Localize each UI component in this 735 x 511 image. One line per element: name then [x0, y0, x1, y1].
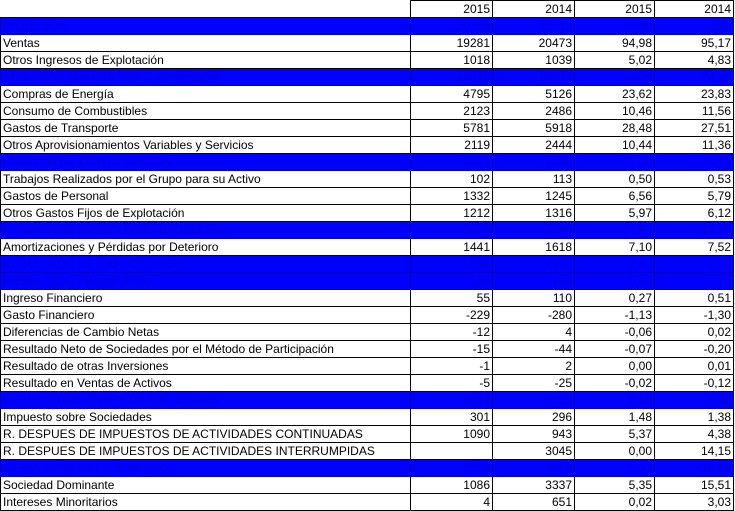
- section-row: [1, 222, 734, 239]
- value-2015: 1212: [411, 205, 493, 222]
- table-row: [1, 137, 734, 154]
- percent-2014: 74,26: [655, 69, 734, 86]
- value-2015: 55: [411, 290, 493, 307]
- table-row: [1, 86, 734, 103]
- percent-2014: 0,02: [655, 324, 734, 341]
- section-row: [1, 392, 734, 409]
- row-label: Otros Gastos Fijos de Explotación: [1, 205, 411, 222]
- value-2015: 1391: [411, 392, 493, 409]
- value-2014: 1245: [493, 188, 575, 205]
- value-2015: 2119: [411, 137, 493, 154]
- percent-2015: 6,85: [575, 392, 655, 409]
- value-2014: 3045: [493, 443, 575, 460]
- table-row: [1, 324, 734, 341]
- row-label: Gastos de Transporte: [1, 120, 411, 137]
- table-row: [1, 35, 734, 52]
- row-label: Otros Aprovisionamientos Variables y Servicios: [1, 137, 411, 154]
- percent-2014: 27,51: [655, 120, 734, 137]
- percent-2015: 1,48: [575, 409, 655, 426]
- percent-2015: 28,48: [575, 120, 655, 137]
- value-2014: 3337: [493, 477, 575, 494]
- percent-2015: 5,37: [575, 426, 655, 443]
- percent-2014: 4,83: [655, 52, 734, 69]
- value-2015: 102: [411, 171, 493, 188]
- percent-2014: 1,38: [655, 409, 734, 426]
- value-2015: 19281: [411, 35, 493, 52]
- table-row: [1, 307, 734, 324]
- value-2014: 21512: [493, 18, 575, 35]
- table-row: [1, 205, 734, 222]
- value-2014: 5126: [493, 86, 575, 103]
- table-row: [1, 358, 734, 375]
- table-row: [1, 290, 734, 307]
- row-label: RESULTADO BRUTO DE EXPLOTACION: [1, 222, 411, 239]
- value-2014: 651: [493, 494, 575, 511]
- value-2014: 296: [493, 409, 575, 426]
- value-2014: 3090: [493, 222, 575, 239]
- percent-2014: 14,36: [655, 222, 734, 239]
- section-row: [1, 273, 734, 290]
- percent-2015: -0,07: [575, 341, 655, 358]
- percent-2014: 6,84: [655, 256, 734, 273]
- row-label: Intereses Minoritarios: [1, 494, 411, 511]
- value-2014: 5538: [493, 154, 575, 171]
- table-row: [1, 494, 734, 511]
- percent-2015: 0,00: [575, 358, 655, 375]
- header-row: [1, 1, 734, 18]
- percent-2015: 0,50: [575, 171, 655, 188]
- section-row: [1, 256, 734, 273]
- value-2015: 1441: [411, 239, 493, 256]
- table-row: [1, 477, 734, 494]
- percent-2015: 94,98: [575, 35, 655, 52]
- percent-2015: 0,00: [575, 443, 655, 460]
- value-2014: 2: [493, 358, 575, 375]
- row-label: RESULTADO DE EXPLOTACION: [1, 256, 411, 273]
- value-2014: 110: [493, 290, 575, 307]
- value-2015: 5781: [411, 120, 493, 137]
- value-2015: -15: [411, 341, 493, 358]
- section-row: [1, 154, 734, 171]
- value-2014: 2486: [493, 103, 575, 120]
- table-row: [1, 341, 734, 358]
- table-row: [1, 443, 734, 460]
- percent-2015: 10,46: [575, 103, 655, 120]
- row-label: Resultado Neto de Sociedades por el Método de Participación: [1, 341, 411, 358]
- percent-2015: -1,13: [575, 307, 655, 324]
- percent-2015: 7,10: [575, 239, 655, 256]
- percent-2014: -0,77: [655, 273, 734, 290]
- percent-2015: 23,62: [575, 86, 655, 103]
- row-label: Compras de Energía: [1, 86, 411, 103]
- value-2014: -280: [493, 307, 575, 324]
- percent-2014: 4,38: [655, 426, 734, 443]
- value-2014: 1618: [493, 239, 575, 256]
- value-2015: -5: [411, 375, 493, 392]
- row-label: RESULTADOS ANTES DE IMPUESTOS: [1, 392, 411, 409]
- percent-2014: 100: [655, 18, 734, 35]
- row-label: Sociedad Dominante: [1, 477, 411, 494]
- percent-2014: 14,15: [655, 443, 734, 460]
- percent-2015: 10,44: [575, 137, 655, 154]
- percent-2014: 6,12: [655, 205, 734, 222]
- table-row: [1, 426, 734, 443]
- header-year-2014-pct: 2014: [655, 1, 734, 18]
- value-2014: -25: [493, 375, 575, 392]
- value-2015: 1598: [411, 256, 493, 273]
- percent-2014: 0,01: [655, 358, 734, 375]
- value-2015: 3039: [411, 222, 493, 239]
- value-2015: 4795: [411, 86, 493, 103]
- table-row: [1, 188, 734, 205]
- percent-2014: 11,36: [655, 137, 734, 154]
- percent-2015: 14,97: [575, 222, 655, 239]
- value-2015: 1332: [411, 188, 493, 205]
- percent-2015: 0,27: [575, 290, 655, 307]
- percent-2015: 5,35: [575, 477, 655, 494]
- percent-2014: 95,17: [655, 35, 734, 52]
- table-row: [1, 120, 734, 137]
- percent-2015: 5,02: [575, 52, 655, 69]
- section-row: [1, 18, 734, 35]
- percent-2015: 0,02: [575, 494, 655, 511]
- value-2015: 1090: [411, 426, 493, 443]
- percent-2014: -0,12: [655, 375, 734, 392]
- header-blank-cell: [1, 1, 411, 18]
- value-2015: 4: [411, 494, 493, 511]
- value-2014: 3988: [493, 460, 575, 477]
- value-2015: [411, 443, 493, 460]
- row-label: MARGEN DE CONTRIBUCION: [1, 154, 411, 171]
- value-2014: -166: [493, 273, 575, 290]
- percent-2015: 6,56: [575, 188, 655, 205]
- percent-2014: 5,79: [655, 188, 734, 205]
- row-label: R. DESPUES DE IMPUESTOS DE ACTIVIDADES INTERRUMPIDAS: [1, 443, 411, 460]
- percent-2014: 11,56: [655, 103, 734, 120]
- percent-2014: 25,74: [655, 154, 734, 171]
- value-2014: 20473: [493, 35, 575, 52]
- row-label: RESULTADO FINANCIERO: [1, 273, 411, 290]
- table-row: [1, 409, 734, 426]
- percent-2014: 0,51: [655, 290, 734, 307]
- value-2014: 1039: [493, 52, 575, 69]
- header-year-2015-abs: 2015: [411, 1, 493, 18]
- row-label: Consumo de Combustibles: [1, 103, 411, 120]
- table-body: [1, 18, 734, 511]
- row-label: Diferencias de Cambio Netas: [1, 324, 411, 341]
- section-row: [1, 69, 734, 86]
- value-2015: 14818: [411, 69, 493, 86]
- value-2014: 1472: [493, 256, 575, 273]
- header-year-2014-abs: 2014: [493, 1, 575, 18]
- row-label: Gastos de Personal: [1, 188, 411, 205]
- value-2015: 301: [411, 409, 493, 426]
- value-2014: 15974: [493, 69, 575, 86]
- value-2015: 20299: [411, 18, 493, 35]
- percent-2014: 5,76: [655, 392, 734, 409]
- row-label: Otros Ingresos de Explotación: [1, 52, 411, 69]
- value-2014: -44: [493, 341, 575, 358]
- table-row: [1, 171, 734, 188]
- table-row: [1, 103, 734, 120]
- row-label: Resultado de otras Inversiones: [1, 358, 411, 375]
- percent-2015: -0,92: [575, 273, 655, 290]
- percent-2015: 100: [575, 18, 655, 35]
- percent-2015: -0,02: [575, 375, 655, 392]
- section-row: [1, 460, 734, 477]
- percent-2014: 15,51: [655, 477, 734, 494]
- percent-2014: 7,52: [655, 239, 734, 256]
- percent-2014: 3,03: [655, 494, 734, 511]
- value-2015: -1: [411, 358, 493, 375]
- value-2015: -229: [411, 307, 493, 324]
- percent-2015: 5,37: [575, 460, 655, 477]
- row-label: INGRESOS: [1, 18, 411, 35]
- table-row: [1, 52, 734, 69]
- value-2015: 1018: [411, 52, 493, 69]
- value-2015: -12: [411, 324, 493, 341]
- percent-2015: 7,87: [575, 256, 655, 273]
- percent-2015: 73,00: [575, 69, 655, 86]
- percent-2015: 27,00: [575, 154, 655, 171]
- row-label: Gasto Financiero: [1, 307, 411, 324]
- row-label: RESULTADO DEL EJERCICIO: [1, 460, 411, 477]
- value-2015: 5481: [411, 154, 493, 171]
- value-2014: 943: [493, 426, 575, 443]
- value-2015: 1090: [411, 460, 493, 477]
- value-2015: -186: [411, 273, 493, 290]
- value-2014: 4: [493, 324, 575, 341]
- value-2015: 1086: [411, 477, 493, 494]
- value-2014: 113: [493, 171, 575, 188]
- row-label: Resultado en Ventas de Activos: [1, 375, 411, 392]
- value-2014: 1316: [493, 205, 575, 222]
- percent-2014: 18,54: [655, 460, 734, 477]
- percent-2015: -0,06: [575, 324, 655, 341]
- percent-2015: 5,97: [575, 205, 655, 222]
- row-label: APROVISIONAMIENTOS Y SERVICIOS: [1, 69, 411, 86]
- value-2014: 2444: [493, 137, 575, 154]
- value-2014: 1239: [493, 392, 575, 409]
- value-2014: 5918: [493, 120, 575, 137]
- percent-2014: -0,20: [655, 341, 734, 358]
- row-label: R. DESPUES DE IMPUESTOS DE ACTIVIDADES CONTINUADAS: [1, 426, 411, 443]
- percent-2014: 0,53: [655, 171, 734, 188]
- header-year-2015-pct: 2015: [575, 1, 655, 18]
- row-label: Impuesto sobre Sociedades: [1, 409, 411, 426]
- percent-2014: -1,30: [655, 307, 734, 324]
- row-label: Trabajos Realizados por el Grupo para su Activo: [1, 171, 411, 188]
- row-label: Ingreso Financiero: [1, 290, 411, 307]
- table-row: [1, 239, 734, 256]
- value-2015: 2123: [411, 103, 493, 120]
- row-label: Amortizaciones y Pérdidas por Deterioro: [1, 239, 411, 256]
- table-row: [1, 375, 734, 392]
- percent-2014: 23,83: [655, 86, 734, 103]
- row-label: Ventas: [1, 35, 411, 52]
